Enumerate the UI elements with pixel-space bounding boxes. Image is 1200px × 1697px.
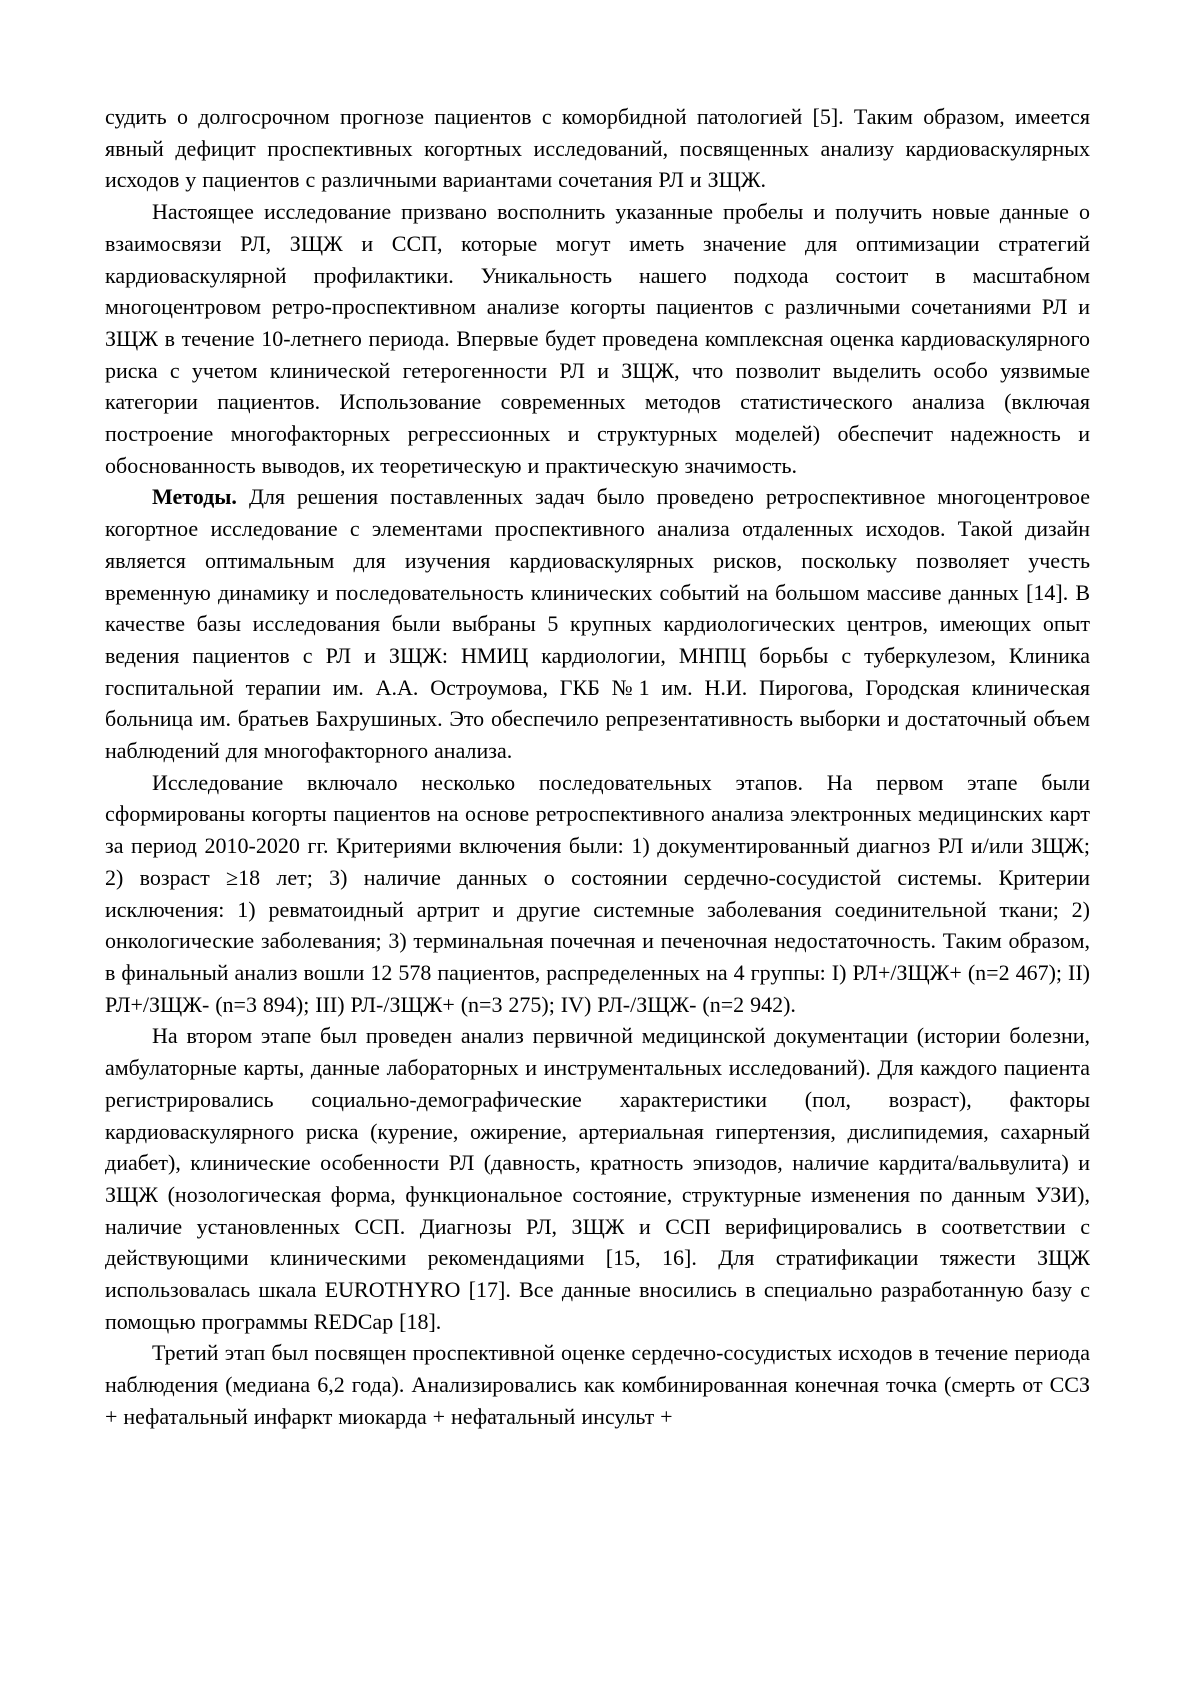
paragraph xyxy=(105,767,1090,1021)
paragraph-text: судить о долгосрочном прогнозе пациентов с коморбидной патологией [5]. Таким образом, имеется явный дефицит проспективных когортных исследований, посвященных анализу кардиоваскулярных исходов у пациентов с различными вариантами сочетания РЛ и ЗЩЖ. xyxy=(105,104,1090,193)
paragraph xyxy=(105,196,1090,481)
paragraph xyxy=(105,1020,1090,1337)
paragraph-text: На втором этапе был проведен анализ первичной медицинской документации (истории болезни, амбулаторные карты, данные лабораторных и инструментальных исследований). Для каждого пациента регистрировались социально-демографические характеристики (пол, возраст), факторы кардиоваскулярного риска (курение, ожирение, артериальная гипертензия, дислипидемия, сахарный диабет), клинические особенности РЛ (давность, кратность эпизодов, наличие кардита/вальвулита) и ЗЩЖ (нозологическая форма, функциональное состояние, структурные изменения по данным УЗИ), наличие установленных ССП. Диагнозы РЛ, ЗЩЖ и ССП верифицировались в соответствии с действующими клиническими рекомендациями [15, 16]. Для стратификации тяжести ЗЩЖ использовалась шкала EUROTHYRO [17]. Все данные вносились в специально разработанную базу с помощью программы REDCap [18]. xyxy=(105,1023,1090,1334)
paragraph-text: Третий этап был посвящен проспективной оценке сердечно-сосудистых исходов в течение периода наблюдения (медиана 6,2 года). Анализировались как комбинированная конечная точка (смерть от ССЗ + нефатальный инфаркт миокарда + нефатальный инсульт + xyxy=(105,1340,1090,1429)
paragraph-text: Исследование включало несколько последовательных этапов. На первом этапе были сформированы когорты пациентов на основе ретроспективного анализа электронных медицинских карт за период 2010-2020 гг. Критериями включения были: 1) документированный диагноз РЛ и/или ЗЩЖ; 2) возраст ≥18 лет; 3) наличие данных о состоянии сердечно-сосудистой системы. Критерии исключения: 1) ревматоидный артрит и другие системные заболевания соединительной ткани; 2) онкологические заболевания; 3) терминальная почечная и печеночная недостаточность. Таким образом, в финальный анализ вошли 12 578 пациентов, распределенных на 4 группы: I) РЛ+/ЗЩЖ+ (n=2 467); II) РЛ+/ЗЩЖ- (n=3 894); III) РЛ-/ЗЩЖ+ (n=3 275); IV) РЛ-/ЗЩЖ- (n=2 942). xyxy=(105,769,1090,1017)
paragraph-text: Для решения поставленных задач было проведено ретроспективное многоцентровое когортное исследование с элементами проспективного анализа отдаленных исходов. Такой дизайн является оптимальным для изучения кардиоваскулярных рисков, поскольку позволяет учесть временную динамику и последовательность клинических событий на большом массиве данных [14]. В качестве базы исследования были выбраны 5 крупных кардиологических центров, имеющих опыт ведения пациентов с РЛ и ЗЩЖ: НМИЦ кардиологии, МНПЦ борьбы с туберкулезом, Клиника госпитальной терапии им. А.А. Остроумова, ГКБ №1 им. Н.И. Пирогова, Городская клиническая больница им. братьев Бахрушиных. Это обеспечило репрезентативность выборки и достаточный объем наблюдений для многофакторного анализа. xyxy=(105,484,1090,764)
paragraph xyxy=(105,101,1090,196)
paragraph-text: Настоящее исследование призвано восполнить указанные пробелы и получить новые данные о взаимосвязи РЛ, ЗЩЖ и ССП, которые могут иметь значение для оптимизации стратегий кардиоваскулярной профилактики. Уникальность нашего подхода состоит в масштабном многоцентровом ретро-проспективном анализе когорты пациентов с различными сочетаниями РЛ и ЗЩЖ в течение 10-летнего периода. Впервые будет проведена комплексная оценка кардиоваскулярного риска с учетом клинической гетерогенности РЛ и ЗЩЖ, что позволит выделить особо уязвимые категории пациентов. Использование современных методов статистического анализа (включая построение многофакторных регрессионных и структурных моделей) обеспечит надежность и обоснованность выводов, их теоретическую и практическую значимость. xyxy=(105,199,1090,478)
paragraph-lead-methods: Методы. xyxy=(152,484,237,510)
paragraph xyxy=(105,1337,1090,1432)
paragraph-methods xyxy=(105,481,1090,766)
